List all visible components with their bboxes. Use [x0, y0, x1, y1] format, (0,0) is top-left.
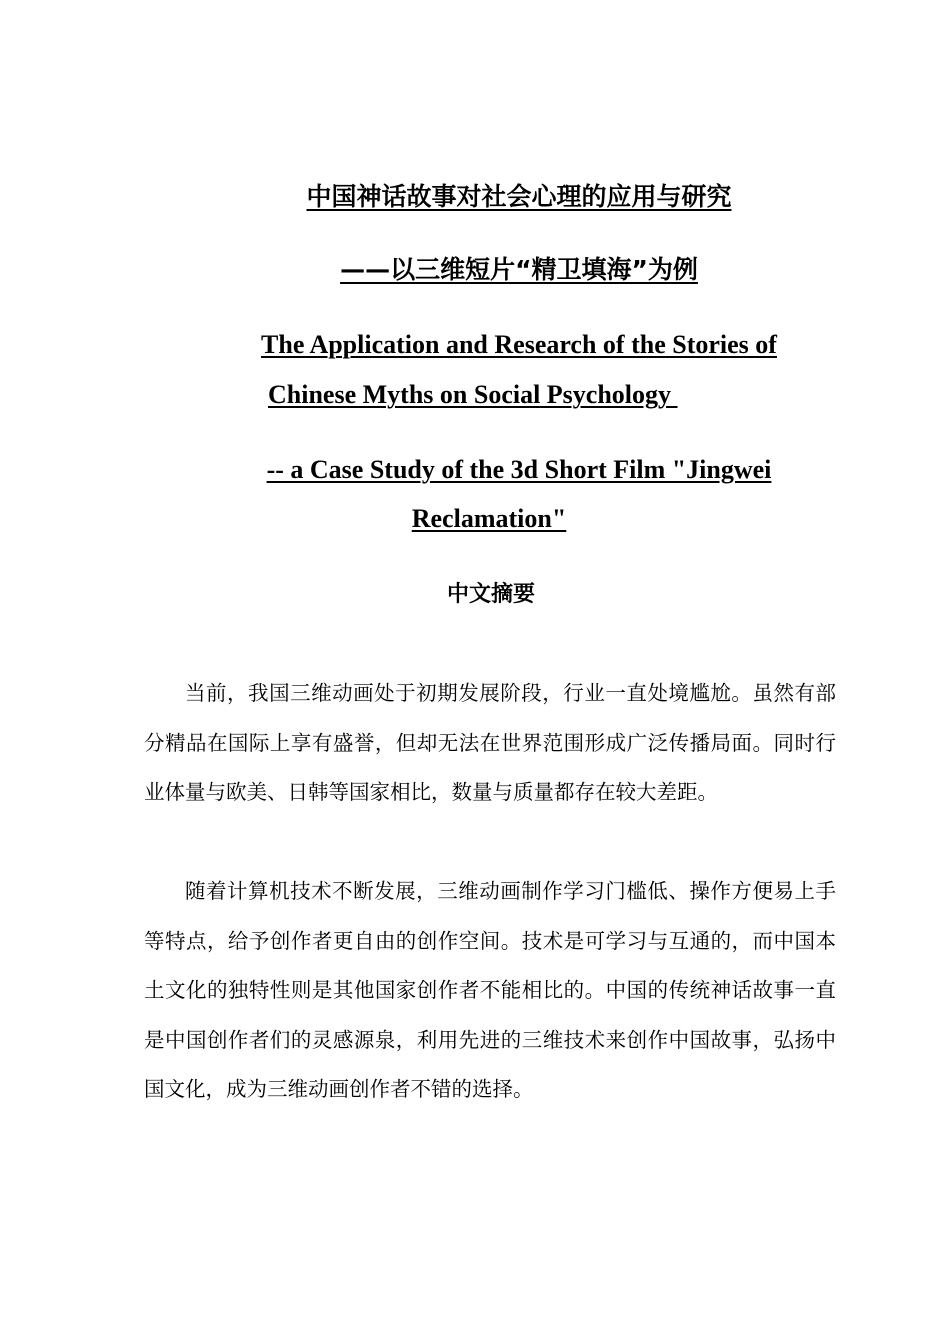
chinese-subtitle	[0, 253, 950, 287]
english-subtitle-line-1	[0, 445, 950, 495]
english-title-line-2	[268, 370, 678, 420]
chinese-title-text: 中国神话故事对社会心理的应用与研究	[306, 182, 732, 211]
chinese-subtitle-text: ——以三维短片“精卫填海”为例	[340, 255, 698, 284]
english-subtitle-line-2-text: Reclamation"	[411, 504, 567, 533]
english-title-line-2-text: Chinese Myths on Social Psychology	[268, 380, 678, 409]
abstract-paragraph: 当前，我国三维动画处于初期发展阶段，行业一直处境尴尬。虽然有部分精品在国际上享有盛誉，但却无法在世界范围形成广泛传播局面。同时行业体量与欧美、日韩等国家相比，数量与质量都存在较大差距。	[144, 681, 836, 805]
english-subtitle-line-2	[0, 494, 950, 544]
abstract-paragraph: 随着计算机技术不断发展，三维动画制作学习门槛低、操作方便易上手等特点，给予创作者更自由的创作空间。技术是可学习与互通的，而中国本土文化的独特性则是其他国家创作者不能相比的。中国的传统神话故事一直是中国创作者们的灵感源泉，利用先进的三维技术来创作中国故事，弘扬中国文化，成为三维动画创作者不错的选择。	[144, 879, 836, 1102]
abstract-heading: 中文摘要	[446, 582, 535, 607]
chinese-title	[0, 180, 950, 214]
english-title-line-1-text: The Application and Research of the Stories of	[261, 330, 777, 359]
english-title-line-1	[0, 320, 950, 370]
english-subtitle-line-1-text: -- a Case Study of the 3d Short Film "Jingwei	[266, 455, 772, 484]
